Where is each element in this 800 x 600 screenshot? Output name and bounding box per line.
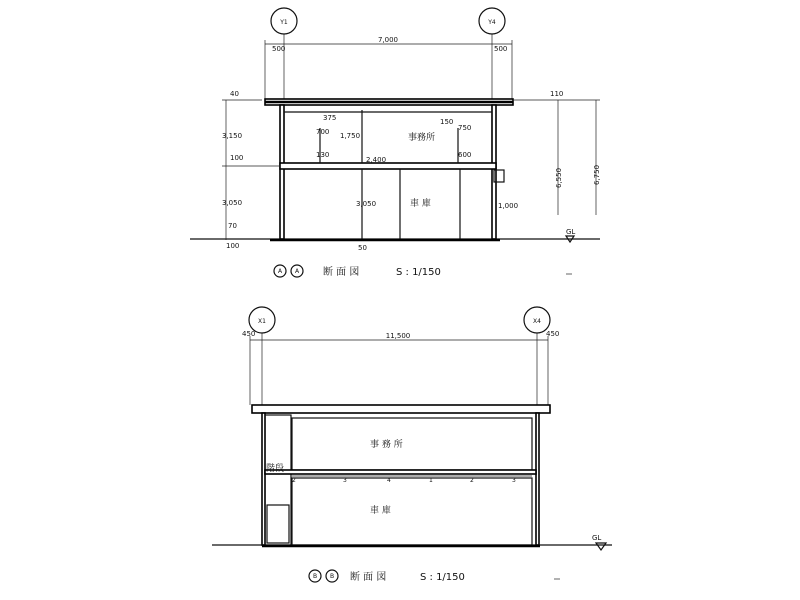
tick-label-3: 4 — [387, 477, 391, 484]
room-stair: 階段 — [266, 464, 285, 474]
dim-total-height-1: 6,550 — [555, 167, 563, 188]
dim-sill: 1,000 — [498, 202, 519, 210]
floor-slab-mid — [265, 470, 536, 474]
room-lower-garage: 車 庫 — [410, 199, 431, 209]
dim-left-offset: 450 — [242, 330, 256, 338]
dim-parapet-right: 110 — [550, 90, 564, 98]
room-lower-garage: 車 庫 — [370, 506, 391, 516]
dim-parapet-left: 40 — [230, 90, 239, 98]
tick-label-5: 2 — [470, 477, 474, 484]
room-lower-dim: 3,050 — [356, 200, 377, 208]
wall-right — [536, 413, 539, 545]
dim-base: 100 — [226, 242, 240, 250]
gl-label: GL — [592, 534, 602, 542]
dim-top-right-offset: 500 — [494, 45, 508, 53]
office-upper-box — [292, 418, 532, 470]
section-aa — [190, 8, 601, 278]
roof-slab — [252, 405, 550, 413]
room-upper-office: 事務所 — [408, 133, 436, 143]
dim-window-1: 700 — [316, 128, 330, 136]
dim-total-height-2: 6,750 — [593, 164, 601, 185]
tick-label-2: 3 — [343, 477, 347, 484]
stair-core — [265, 415, 291, 545]
dim-bottom-offset: 50 — [358, 244, 367, 252]
dim-lower-inner: 2,400 — [366, 156, 387, 164]
dim-window-2: 750 — [458, 124, 472, 132]
dim-mid-slab: 100 — [230, 154, 244, 162]
grid-label-left: Y1 — [280, 19, 288, 26]
dim-top-width: 11,500 — [385, 332, 411, 340]
tick-label-4: 1 — [429, 477, 433, 484]
gl-triangle-icon — [596, 543, 606, 550]
grid-label-left: X1 — [258, 318, 266, 325]
dim-window-3: 600 — [458, 151, 472, 159]
dim-right-offset: 450 — [546, 330, 560, 338]
title-mark-1-label: A — [277, 268, 283, 275]
wall-left — [280, 105, 284, 239]
floor-slab-mid — [280, 163, 496, 169]
title-scale: S : 1/150 — [420, 572, 465, 583]
tick-label-6: 3 — [512, 477, 516, 484]
room-upper-office: 事 務 所 — [370, 440, 403, 450]
dim-inner-1: 1,750 — [340, 132, 361, 140]
garage-lower-box — [292, 478, 532, 545]
dim-beam-1: 375 — [323, 114, 337, 122]
tick-label-1: 2 — [292, 477, 296, 484]
grid-label-right: X4 — [533, 318, 541, 325]
title-scale: S : 1/150 — [396, 267, 441, 278]
dim-slab-mid: 130 — [316, 151, 330, 159]
title-text: 断 面 図 — [323, 267, 360, 278]
title-mark-1-label: B — [312, 573, 318, 580]
dim-top-left-offset: 500 — [272, 45, 286, 53]
title-text: 断 面 図 — [350, 572, 387, 583]
dim-ground-offset: 70 — [228, 222, 237, 230]
dim-beam-2: 150 — [440, 118, 454, 126]
dim-lower-floor: 3,050 — [222, 199, 243, 207]
dim-top-width: 7,000 — [377, 36, 399, 44]
title-mark-2-label: B — [329, 573, 335, 580]
dim-upper-floor: 3,150 — [222, 132, 243, 140]
grid-label-right: Y4 — [488, 19, 496, 26]
gl-label: GL — [566, 228, 576, 236]
section-bb — [212, 307, 612, 583]
stair-landing — [267, 505, 289, 543]
title-mark-2-label: A — [294, 268, 300, 275]
